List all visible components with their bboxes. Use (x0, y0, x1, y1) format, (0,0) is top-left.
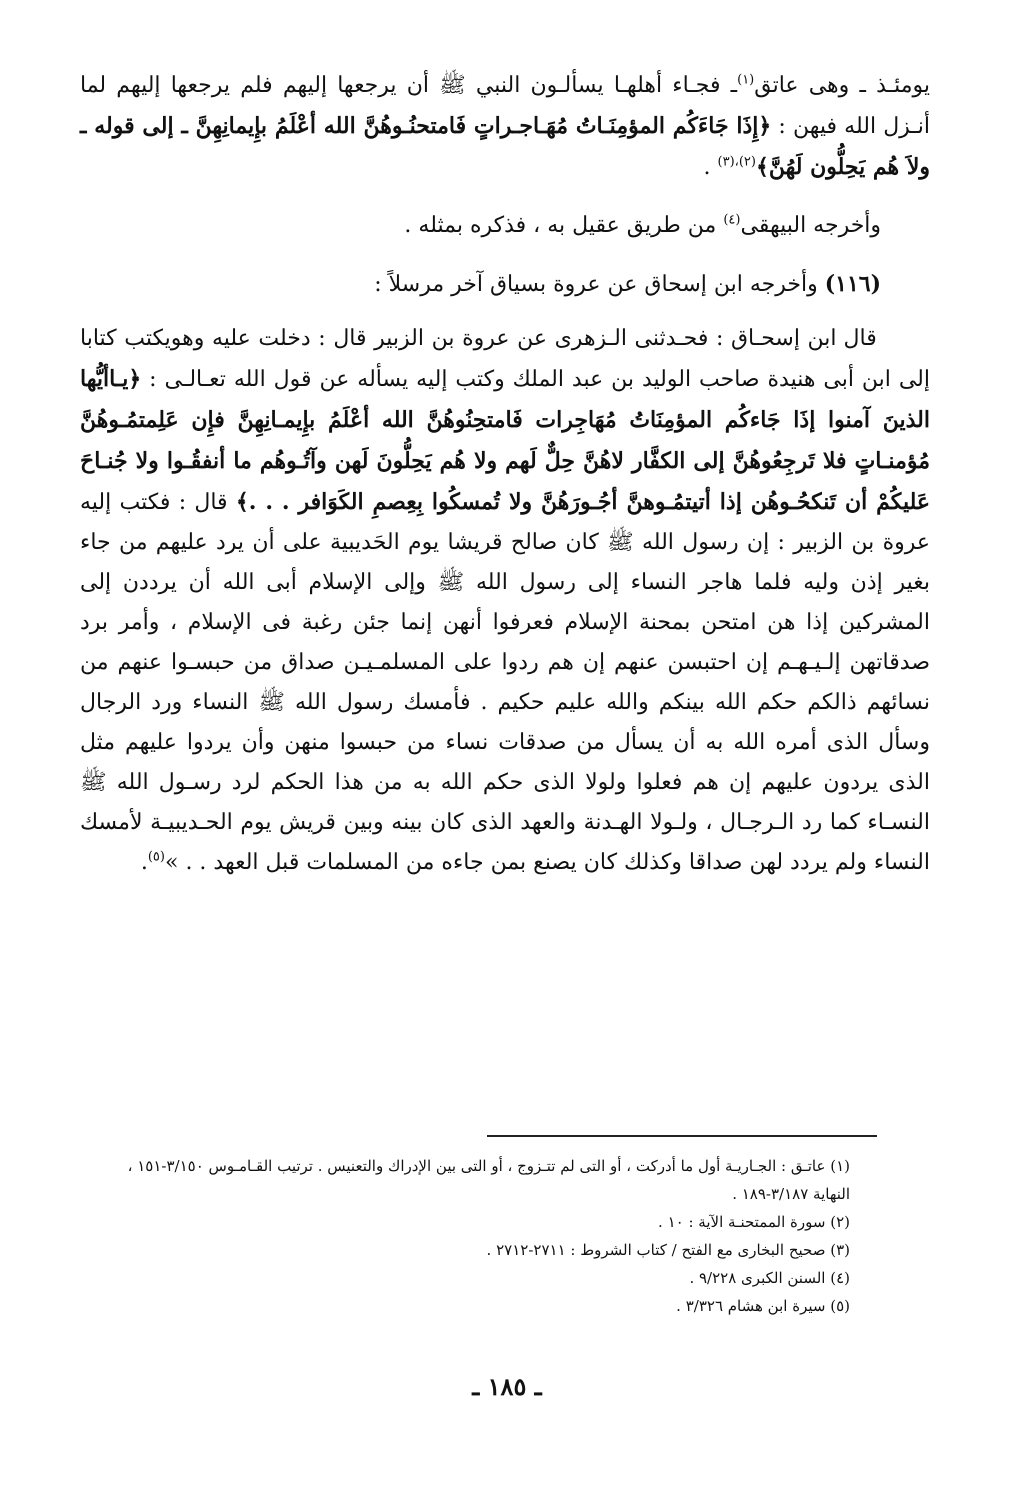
p1-end: . (703, 155, 718, 180)
footnote-4: (٤) السنن الكبرى ٩/٢٢٨ . (689, 1269, 850, 1287)
quran-quote-1: ﴿إِذَا جَاءَكُم المؤمِنَـاتُ مُهَـاجـراتٍ فَامتحنُـوهُنَّ الله أعْلَمُ بإِيمانِهِنَّ ـ إلى قوله ـ ولاَ هُم يَحِلُّون لَهُنَّ﴾ (80, 113, 930, 180)
paragraph-1 (80, 66, 930, 188)
p2-text-b: من طريق عقيل به ، فذكره بمثله . (404, 213, 724, 238)
footnote-2: (٢) سورة الممتحنـة الآية : ١٠ . (658, 1213, 850, 1231)
footnote-ref-1: (١) (737, 72, 755, 88)
paragraph-2 (80, 206, 930, 246)
quran-quote-2: ﴿يـاأيُّها الذينَ آمنوا إذَا جَاءكُم المؤمِنَاتُ مُهَاجِرات فَامتحِنُوهُنَّ الله أعْلَمُ بإِيمـانِهِنَّ فإِن عَلِمتمُـوهُنَّ مُؤمنـاتٍ فلا تَرجِعُوهُنَّ إلى الكفَّار لاهُنَّ حِلٌّ لَهم ولا هُم يَحِلُّونَ لَهن وآتُـوهُم ما أنفقُـوا ولا جُنـاحَ عَليكُمْ أن تَنكحُـوهُن إذا أتيتمُـوهنَّ أجُـورَهُنَّ ولا تُمسكُوا بِعِصمِ الكَوَافر . . .﴾ (80, 366, 930, 515)
paragraph-3 (80, 264, 930, 305)
p4-end: . (140, 850, 148, 875)
footnote-3: (٣) صحيح البخارى مع الفتح / كتاب الشروط : ٢٧١١-٢٧١٢ . (486, 1241, 850, 1259)
footnote-1: (١) عاتـق : الجـاريـة أول ما أدركت ، أو التى لم تتـزوج ، أو التى بين الإدراك والتعنيس . ترتيب القـامـوس ٣/١٥٠-١٥١ ، النهاية ٣/١٨٧-١٨٩ . (127, 1157, 850, 1203)
p3-text: وأخرجه ابن إسحاق عن عروة بسياق آخر مرسلاً : (374, 272, 825, 297)
p4-text-a: قال ابن إسحـاق : فحـدثنى الـزهرى عن عروة بن الزبير قال : دخلت عليه وهويكتب كتابا إلى ابن أبى هنيدة صاحب الوليد بن عبد الملك وكتب إليه يسأله عن قول الله تعـالـى : (80, 326, 930, 392)
footnote-5: (٥) سيرة ابن هشام ٣/٣٢٦ . (676, 1297, 850, 1315)
p1-text-b: ـ فجـاء أهلهـا يسألـون النبي ﷺ أن يرجعها إليهم فلم يرجعها إليهم لما أنـزل الله فيهن : (80, 73, 931, 139)
paragraph-4 (80, 319, 930, 883)
footnote-ref-5: (٥) (147, 849, 165, 865)
footnote-divider (487, 1135, 877, 1137)
footnotes (100, 1152, 890, 1320)
footnote-ref-4: (٤) (723, 212, 741, 228)
footnote-ref-2-3: (٢)،(٣) (717, 154, 756, 170)
p4-text-b: قال : فكتب إليه عروة بن الزبير : إن رسول الله ﷺ كان صالح قريشا يوم الحَديبية على أن يرد عليهم من جاء بغير إذن وليه فلما هاجر النساء إلى رسول الله ﷺ وإلى الإسلام أبى الله أن يرددن إلى المشركين إذا هن امتحن بمحنة الإسلام فعرفوا أنهن إنما جئن رغبة فى الإسلام ، وأمر برد صدقاتهن إلـيـهـم إن احتبسن عنهم إن هم ردوا على المسلمـيـن صداق من حبسـوا عنهم من نسائهم ذالكم حكم الله بينكم والله عليم حكيم . فأمسك رسول الله ﷺ النساء ورد الرجال وسأل الذى أمره الله به أن يسأل من صدقات نساء من حبسوا منهن وأن يردوا عليهم مثل الذى يردون عليهم إن هم فعلوا ولولا الذى حكم الله به من هذا الحكم لرد رسـول الله ﷺ النسـاء كما رد الـرجـال ، ولـولا الهـدنة والعهد الذى كان بينه وبين قريش يوم الحـديبيـة لأمسك النساء ولم يردد لهن صداقا وكذلك كان يصنع بمن جاءه من المسلمات قبل العهد . . » (80, 490, 931, 875)
p1-text-a: يومئـذ ـ وهى عاتق (754, 73, 930, 98)
p2-text: وأخرجه البيهقى (740, 213, 882, 238)
page-number: ـ ١٨٥ ـ (472, 1372, 542, 1401)
hadith-number: (١١٦) (824, 271, 882, 297)
main-text (80, 66, 930, 883)
